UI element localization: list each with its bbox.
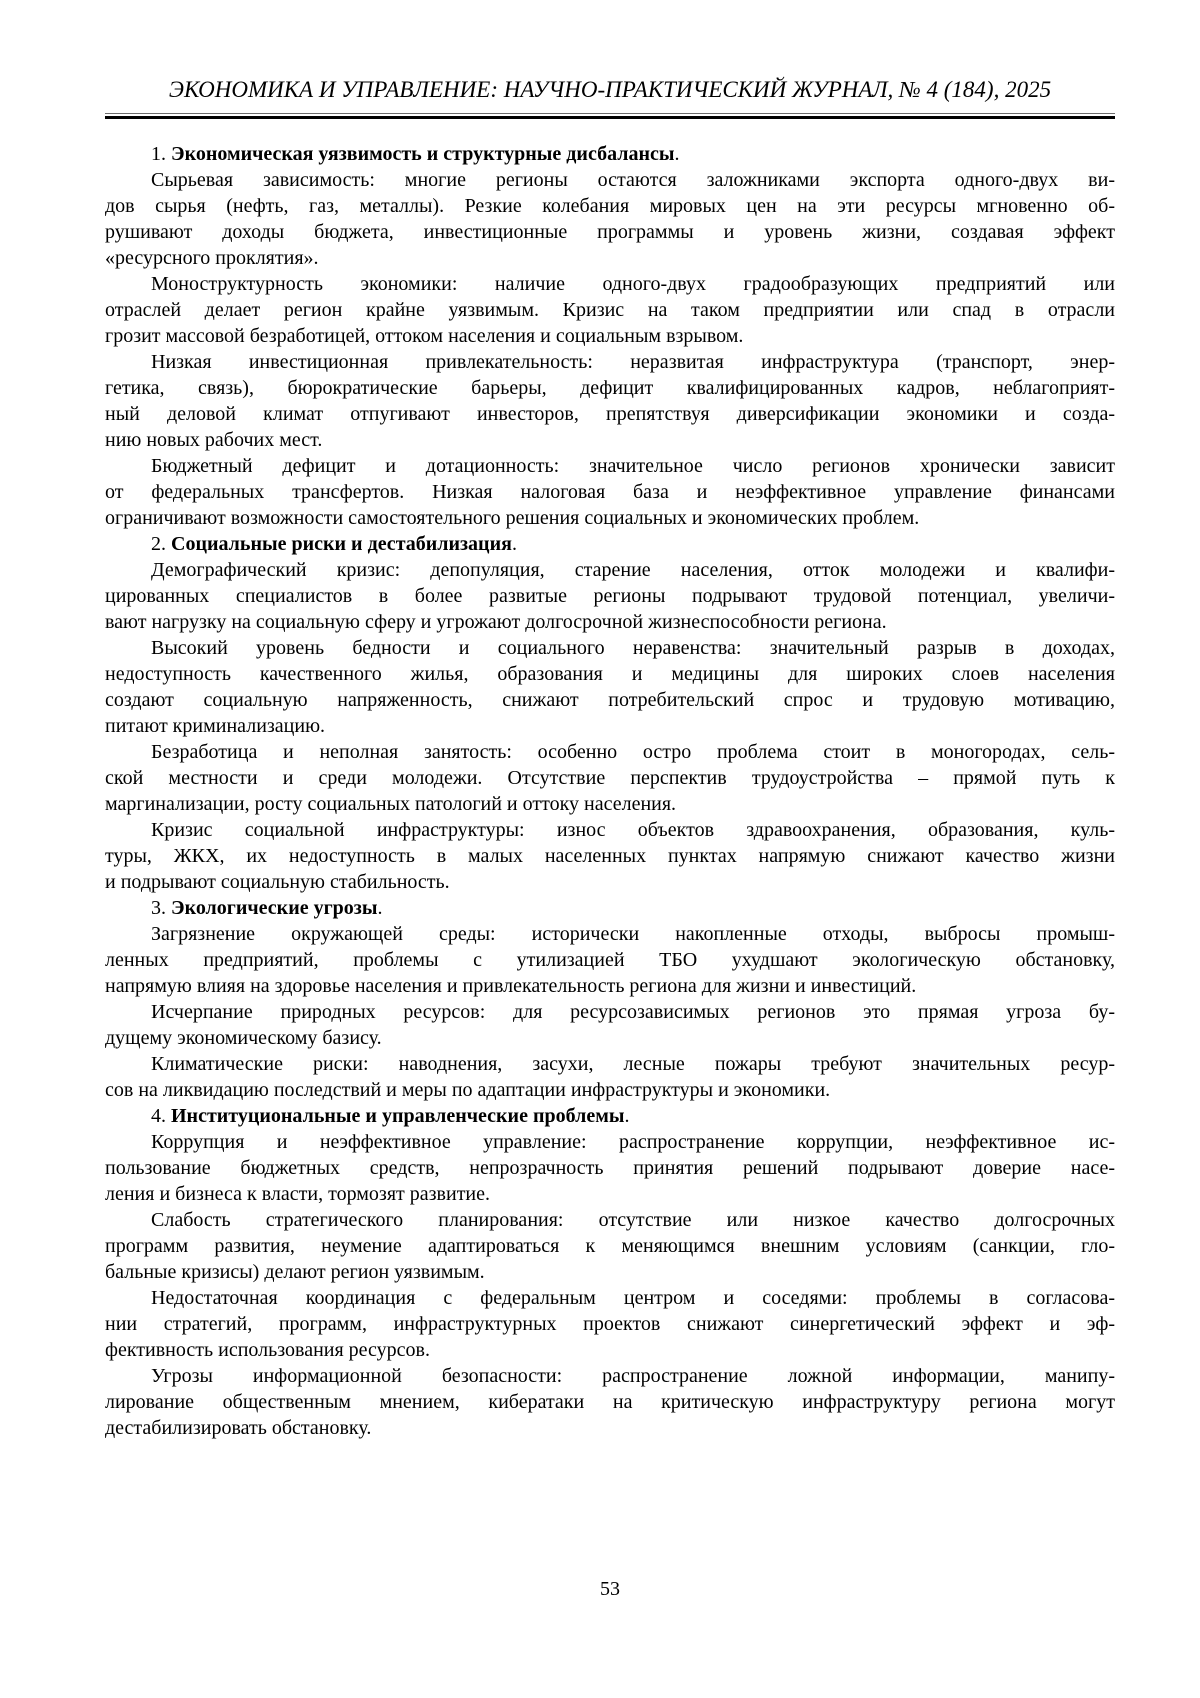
page-number: 53 xyxy=(600,1578,620,1600)
text-line: Коррупция и неэффективное управление: распространение коррупции, неэффективное ис- xyxy=(151,1131,1115,1153)
text-line: туры, ЖКХ, их недоступность в малых населенных пунктах напрямую снижают качество жизни xyxy=(105,845,1115,867)
text-line: Безработица и неполная занятость: особенно остро проблема стоит в моногородах, сель- xyxy=(151,741,1115,763)
text-line: сов на ликвидацию последствий и меры по адаптации инфраструктуры и экономики. xyxy=(105,1079,831,1101)
text-line: и подрывают социальную стабильность. xyxy=(105,871,450,893)
text-line: вают нагрузку на социальную сферу и угрожают долгосрочной жизнеспособности региона. xyxy=(105,611,887,633)
paragraph xyxy=(105,1285,1115,1363)
text-line: дов сырья (нефть, газ, металлы). Резкие колебания мировых цен на эти ресурсы мгновенно об- xyxy=(105,195,1115,217)
text-line: ской местности и среди молодежи. Отсутствие перспектив трудоустройства – прямой путь к xyxy=(105,767,1115,789)
text-line: Исчерпание природных ресурсов: для ресурсозависимых регионов это прямая угроза бу- xyxy=(151,1001,1115,1023)
text-line: недоступность качественного жилья, образования и медицины для широких слоев населения xyxy=(105,663,1115,685)
text-line: Недостаточная координация с федеральным центром и соседями: проблемы в согласова- xyxy=(151,1287,1115,1309)
text-line: бальные кризисы) делают регион уязвимым. xyxy=(105,1261,485,1283)
section-heading xyxy=(105,895,1115,921)
text-line: дестабилизировать обстановку. xyxy=(105,1417,372,1439)
paragraph xyxy=(105,1129,1115,1207)
section-heading xyxy=(105,1103,1115,1129)
text-line: отраслей делает регион крайне уязвимым. Кризис на таком предприятии или спад в отрасли xyxy=(105,299,1115,321)
text-line: дущему экономическому базису. xyxy=(105,1027,382,1049)
text-line: Демографический кризис: депопуляция, старение населения, отток молодежи и квалифи- xyxy=(151,559,1115,581)
section-heading-line xyxy=(105,141,1115,167)
section-heading-line xyxy=(105,895,1115,921)
header-rule-thick-line xyxy=(105,116,1115,119)
text-line: ограничивают возможности самостоятельного решения социальных и экономических проблем. xyxy=(105,507,920,529)
text-line: фективность использования ресурсов. xyxy=(105,1339,430,1361)
heading-suffix: . xyxy=(624,1105,630,1127)
paragraph xyxy=(105,999,1115,1051)
text-line: нию новых рабочих мест. xyxy=(105,429,323,451)
section-heading xyxy=(105,531,1115,557)
text-line: нии стратегий, программ, инфраструктурных проектов снижают синергетический эффект и эф- xyxy=(105,1313,1115,1335)
text-line: «ресурсного проклятия». xyxy=(105,247,319,269)
text-line: создают социальную напряженность, снижают потребительский спрос и трудовую мотивацию, xyxy=(105,689,1115,711)
heading-title: Экологические угрозы xyxy=(171,897,378,919)
text-line: Бюджетный дефицит и дотационность: значительное число регионов хронически зависит xyxy=(151,455,1115,477)
text-line: Кризис социальной инфраструктуры: износ объектов здравоохранения, образования, куль- xyxy=(151,819,1115,841)
text-line: Загрязнение окружающей среды: исторически накопленные отходы, выбросы промыш- xyxy=(151,923,1115,945)
text-line: Климатические риски: наводнения, засухи, лесные пожары требуют значительных ресур- xyxy=(151,1053,1115,1075)
paragraph xyxy=(105,817,1115,895)
article-body xyxy=(105,141,1115,1441)
text-line: лирование общественным мнением, кибератаки на критическую инфраструктуру региона могут xyxy=(105,1391,1115,1413)
paragraph xyxy=(105,1207,1115,1285)
paragraph xyxy=(105,557,1115,635)
text-line: Сырьевая зависимость: многие регионы остаются заложниками экспорта одного-двух ви- xyxy=(151,169,1115,191)
heading-number: 4. xyxy=(151,1105,171,1127)
text-line: Низкая инвестиционная привлекательность: неразвитая инфраструктура (транспорт, энер- xyxy=(151,351,1115,373)
paragraph xyxy=(105,739,1115,817)
paragraph xyxy=(105,1051,1115,1103)
text-line: Высокий уровень бедности и социального неравенства: значительный разрыв в доходах, xyxy=(151,637,1115,659)
heading-suffix: . xyxy=(377,897,383,919)
paragraph xyxy=(105,349,1115,453)
heading-title: Социальные риски и дестабилизация xyxy=(171,533,512,555)
paragraph xyxy=(105,1363,1115,1441)
text-line: программ развития, неумение адаптироваться к меняющимся внешним условиям (санкции, гло- xyxy=(105,1235,1115,1257)
text-line: питают криминализацию. xyxy=(105,715,326,737)
heading-title: Экономическая уязвимость и структурные дисбалансы xyxy=(171,143,675,165)
text-line: грозит массовой безработицей, оттоком населения и социальным взрывом. xyxy=(105,325,744,347)
text-line: Слабость стратегического планирования: отсутствие или низкое качество долгосрочных xyxy=(151,1209,1115,1231)
text-line: напрямую влияя на здоровье населения и привлекательность региона для жизни и инвестиций. xyxy=(105,975,917,997)
paragraph xyxy=(105,271,1115,349)
text-line: Моноструктурность экономики: наличие одного-двух градообразующих предприятий или xyxy=(151,273,1115,295)
text-line: ленных предприятий, проблемы с утилизацией ТБО ухудшают экологическую обстановку, xyxy=(105,949,1115,971)
text-line: цированных специалистов в более развитые регионы подрывают трудовой потенциал, увеличи- xyxy=(105,585,1115,607)
text-line: гетика, связь), бюрократические барьеры, дефицит квалифицированных кадров, неблагоприят- xyxy=(105,377,1115,399)
header-rule-thin-line xyxy=(105,113,1115,114)
text-line: маргинализации, росту социальных патологий и оттоку населения. xyxy=(105,793,677,815)
heading-number: 1. xyxy=(151,143,171,165)
journal-header: ЭКОНОМИКА И УПРАВЛЕНИЕ: НАУЧНО-ПРАКТИЧЕСКИЙ ЖУРНАЛ, № 4 (184), 2025 xyxy=(168,77,1052,102)
paragraph xyxy=(105,453,1115,531)
text-line: ный деловой климат отпугивают инвесторов, препятствуя диверсификации экономики и созда- xyxy=(105,403,1115,425)
paragraph xyxy=(105,635,1115,739)
text-line: от федеральных трансфертов. Низкая налоговая база и неэффективное управление финансами xyxy=(105,481,1115,503)
heading-title: Институциональные и управленческие проблемы xyxy=(171,1105,625,1127)
text-line: ления и бизнеса к власти, тормозят развитие. xyxy=(105,1183,491,1205)
section-heading xyxy=(105,141,1115,167)
paragraph xyxy=(105,167,1115,271)
paragraph xyxy=(105,921,1115,999)
heading-number: 2. xyxy=(151,533,171,555)
heading-suffix: . xyxy=(674,143,680,165)
section-heading-line xyxy=(105,531,1115,557)
text-line: рушивают доходы бюджета, инвестиционные программы и уровень жизни, создавая эффект xyxy=(105,221,1115,243)
text-line: Угрозы информационной безопасности: распространение ложной информации, манипу- xyxy=(151,1365,1115,1387)
section-heading-line xyxy=(105,1103,1115,1129)
header-rule xyxy=(105,113,1115,119)
text-line: пользование бюджетных средств, непрозрачность принятия решений подрывают доверие насе- xyxy=(105,1157,1115,1179)
heading-suffix: . xyxy=(511,533,517,555)
heading-number: 3. xyxy=(151,897,171,919)
